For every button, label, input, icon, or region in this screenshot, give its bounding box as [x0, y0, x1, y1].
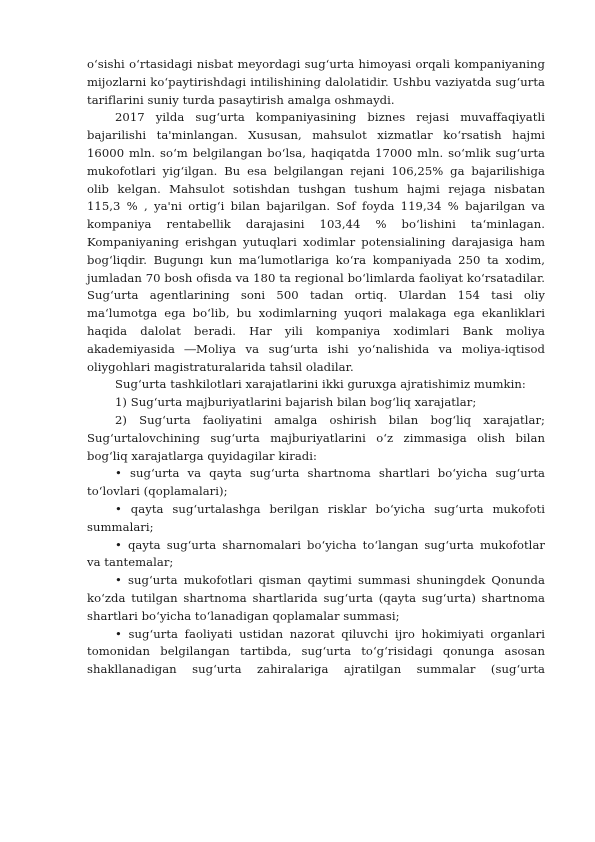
bullet-item-reinsurance-premiums: • qayta sug‘urtalashga berilgan risklar bo‘yicha sug‘urta mukofoti summalari; — [87, 501, 545, 534]
list-item-2: 2) Sug‘urta faoliyatini amalga oshirish bilan bog‘liq xarajatlar; Sug‘urtalovchining sug‘urta majburiyatlarini o‘z zimmasiga olish bilan bog‘liq xarajatlarga quyidagilar kiradi: — [87, 412, 545, 463]
paragraph-business-plan: 2017 yilda sug‘urta kompaniyasining biznes rejasi muvaffaqiyatli bajarilishi ta'minlangan. Xususan, mahsulot xizmatlar ko‘rsatish hajmi 16000 mln. so‘m belgilangan bo‘lsa, haqiqatda 17000 mln. so‘mlik sug‘urta mukofotlari yig‘ilgan. Bu esa belgilangan rejani 106,25% ga bajarilishiga olib kelgan. Mahsulot sotishdan tushgan tushum hajmi rejaga nisbatan 115,3 % , ya'ni ortig‘i bilan bajarilgan. Sof foyda 119,34 % bajarilgan va kompaniya rentabellik darajasini 103,44 % bo‘lishini ta‘minlagan. Kompaniyaning erishgan yutuqlari xodimlar potensialining darajasiga ham bog‘liqdir. Bugungı kun ma‘lumotlariga ko‘ra kompaniyada 250 ta xodim, jumladan 70 bosh ofisda va 180 ta regional bo‘limlarda faoliyat ko‘rsatadilar. Sug‘urta agentlarining soni 500 tadan ortiq. Ulardan 154 tasi oliy ma‘lumotga ega bo‘lib, bu xodimlarning yuqori malakaga ega ekanliklari haqida dalolat beradi. Har yili kompaniya xodimlari Bank moliya akademiyasida ―Moliya va sug‘urta ishi yo‘nalishida va moliya-iqtisod oliygohlari magistraturalarida tahsil oladilar. — [87, 110, 545, 374]
document-body — [87, 56, 545, 679]
paragraph-expense-groups-intro: Sug‘urta tashkilotlari xarajatlarini ikki guruxga ajratishimiz mumkin: — [115, 377, 526, 392]
paragraph-continuation: o‘sishi o‘rtasidagi nisbat meyordagi sug‘urta himoyasi orqali kompaniyaning mijozlarni ko‘paytirishdagi intilishining dalolatidir. Ushbu vaziyatda sug‘urta tariflarini suniy turda pasaytirish amalga oshmaydi. — [87, 57, 545, 107]
bullet-item-insurance-payments: • sug‘urta va qayta sug‘urta shartnoma shartlari bo‘yicha sug‘urta to‘lovlari (qoplamalari); — [87, 466, 545, 499]
bullet-item-premium-refunds: • sug‘urta mukofotlari qisman qaytimi summasi shuningdek Qonunda ko‘zda tutilgan shartnoma shartlarida sug‘urta (qayta sug‘urta) shartnoma shartlari bo‘yicha to‘lanadigan qoplamalar summasi; — [87, 573, 545, 623]
list-item-1: 1) Sug‘urta majburiyatlarini bajarish bilan bog‘liq xarajatlar; — [115, 395, 477, 410]
bullet-item-reinsurance-tantiemes: • qayta sug‘urta sharnomalari bo‘yicha to‘langan sug‘urta mukofotlar va tantemalar; — [87, 537, 545, 570]
bullet-item-reserves: • sug‘urta faoliyati ustidan nazorat qiluvchi ijro hokimiyati organlari tomonidan belgilangan tartibda, sug‘urta to‘g‘risidagi qonunga asosan shakllanadigan sug‘urta zahiralariga ajratilgan summalar (sug‘urta — [87, 626, 545, 677]
